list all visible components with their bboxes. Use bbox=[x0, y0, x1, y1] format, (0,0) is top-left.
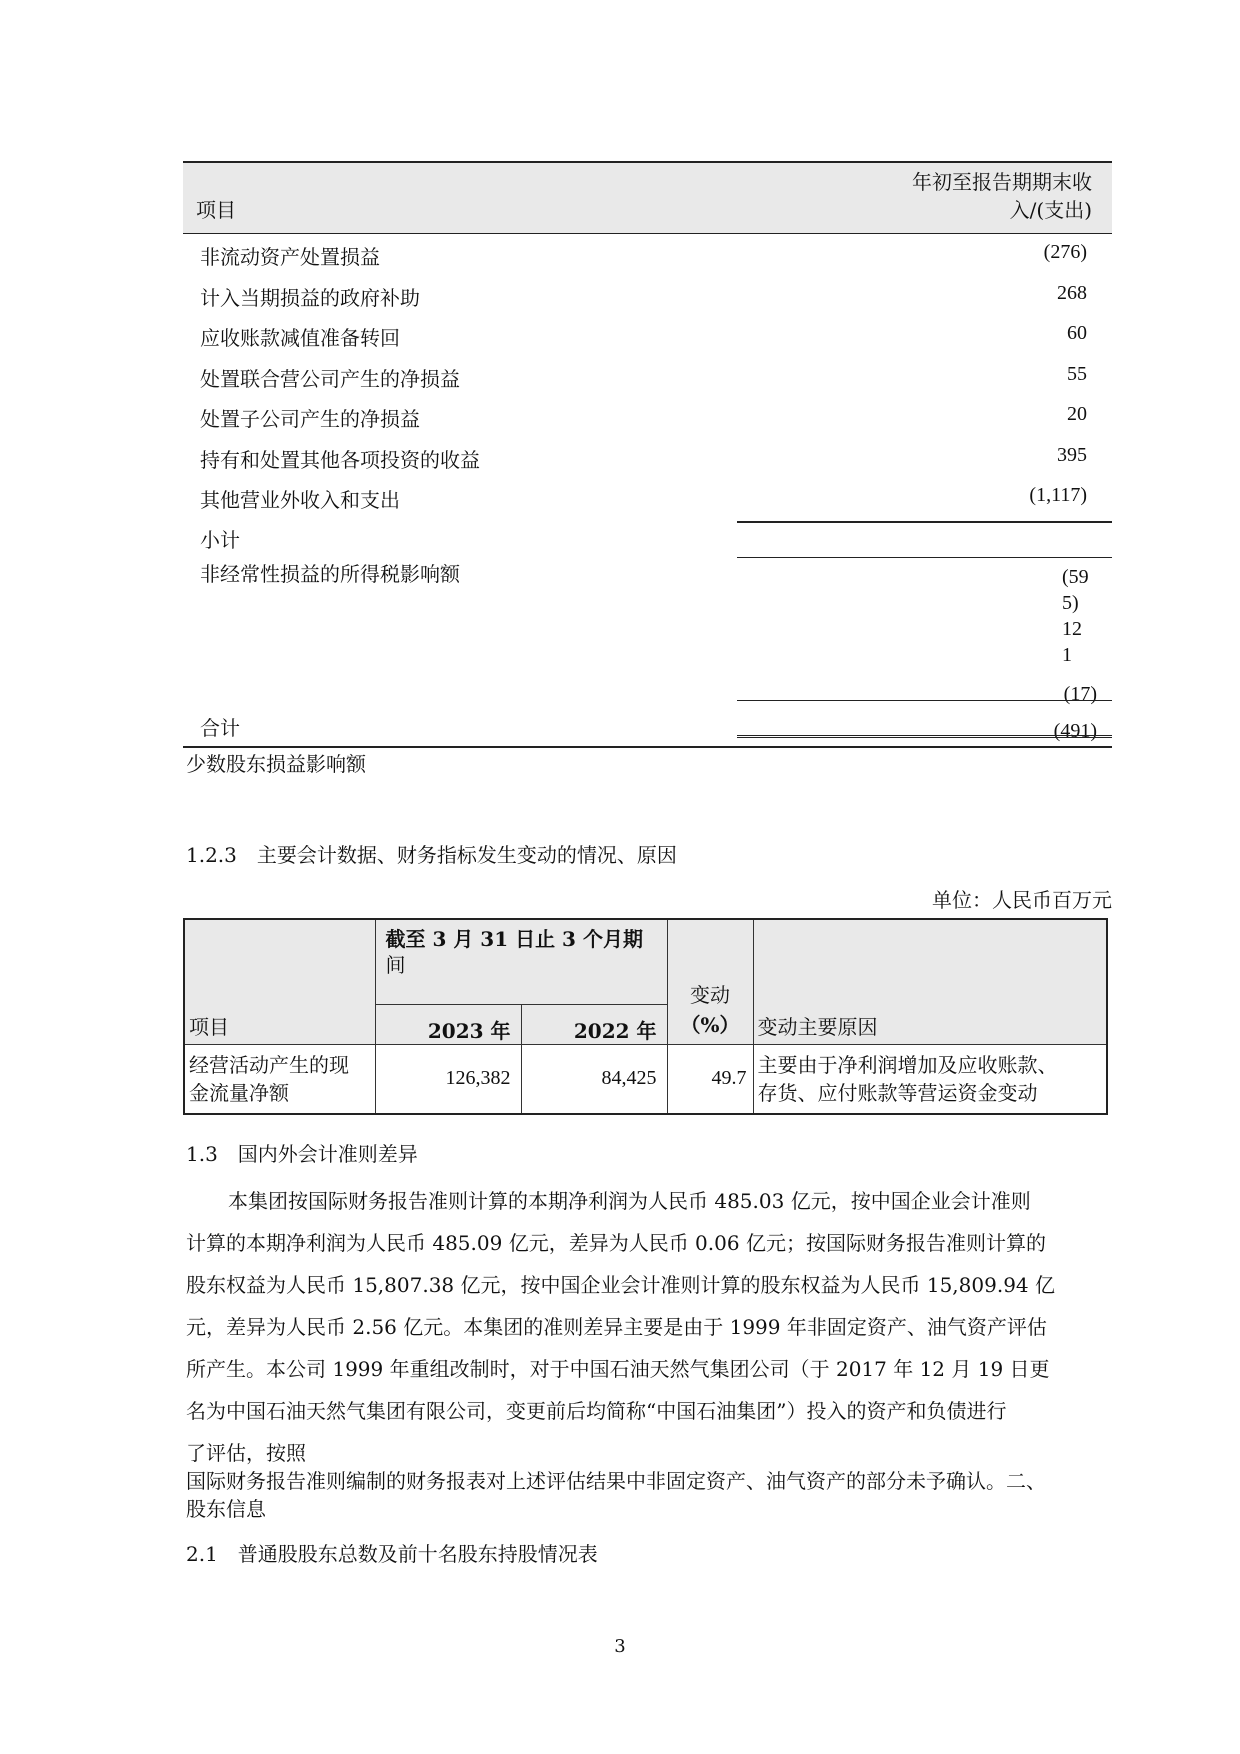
table2-header-2023: 2023 年 bbox=[375, 1004, 521, 1044]
minority-label: 少数股东损益影响额 bbox=[186, 752, 366, 776]
table1-row-label: 其他营业外收入和支出 bbox=[200, 488, 400, 512]
table2-period-line2: 间 bbox=[385, 953, 406, 977]
table1-row-value: 395 bbox=[1057, 444, 1087, 466]
table2-row-change: 49.7 bbox=[667, 1044, 753, 1114]
subtotal-rule bbox=[737, 521, 1112, 523]
table2-row-2023: 126,382 bbox=[375, 1044, 521, 1114]
paragraph-line: 股东权益为人民币 15,807.38 亿元，按中国企业会计准则计算的股东权益为人民币 15,809.94 亿 bbox=[186, 1273, 1056, 1297]
table1-header-rule bbox=[183, 233, 1112, 234]
table2-header-change bbox=[667, 919, 753, 1044]
wrapped-value-line: (59 bbox=[1062, 566, 1089, 588]
wrapped-value-line: 12 bbox=[1062, 618, 1082, 640]
unit-label: 单位：人民币百万元 bbox=[932, 888, 1112, 912]
paragraph-line: 元，差异为人民币 2.56 亿元。本集团的准则差异主要是由于 1999 年非固定资产、油气资产评估 bbox=[186, 1315, 1047, 1339]
paragraph-line: 本集团按国际财务报告准则计算的本期净利润为人民币 485.03 亿元，按中国企业会计准则 bbox=[228, 1189, 1031, 1213]
table1-header-value-line2: 入/(支出) bbox=[1009, 198, 1092, 222]
table2-period-line1: 截至 3 月 31 日止 3 个月期 bbox=[385, 927, 643, 951]
tail-line: 国际财务报告准则编制的财务报表对上述评估结果中非固定资产、油气资产的部分未予确认。二、 bbox=[186, 1469, 1046, 1493]
section-1-3-tail bbox=[186, 1467, 1046, 1523]
table1-header-item: 项目 bbox=[196, 198, 236, 222]
tail-line: 股东信息 bbox=[186, 1497, 266, 1521]
table2-change-line2: （%） bbox=[680, 1012, 740, 1037]
table2-header-reason: 变动主要原因 bbox=[753, 919, 1107, 1044]
section-2-1-heading: 2.1 普通股股东总数及前十名股东持股情况表 bbox=[186, 1542, 598, 1566]
table1-row-value: 20 bbox=[1067, 403, 1087, 425]
table2-header-item: 项目 bbox=[184, 919, 375, 1044]
table1-row-label: 非流动资产处置损益 bbox=[200, 245, 380, 269]
paragraph-line: 所产生。本公司 1999 年重组改制时，对于中国石油天然气集团公司（于 2017 年 12 月 19 日更 bbox=[186, 1357, 1050, 1381]
subtotal-label: 小计 bbox=[200, 528, 240, 552]
table1-row-value: (276) bbox=[1043, 241, 1087, 263]
total-label: 合计 bbox=[200, 716, 240, 740]
tax-label: 非经常性损益的所得税影响额 bbox=[200, 562, 460, 586]
total-double-rule bbox=[737, 735, 1112, 738]
wrapped-value-line: 1 bbox=[1062, 644, 1072, 666]
table1-row-value: 268 bbox=[1057, 282, 1087, 304]
table1-row-label: 计入当期损益的政府补助 bbox=[200, 286, 420, 310]
page-number: 3 bbox=[614, 1636, 626, 1657]
table1-header-value-line1: 年初至报告期期末收 bbox=[912, 170, 1092, 194]
total-value: (491) bbox=[1053, 720, 1097, 742]
wrapped-value-line: 5) bbox=[1062, 592, 1079, 614]
paragraph-line: 名为中国石油天然气集团有限公司，变更前后均简称“中国石油集团”）投入的资产和负债进行 bbox=[186, 1399, 1007, 1423]
table1-row-label: 持有和处置其他各项投资的收益 bbox=[200, 448, 480, 472]
paragraph-line: 计算的本期净利润为人民币 485.09 亿元，差异为人民币 0.06 亿元；按国际财务报告准则计算的 bbox=[186, 1231, 1046, 1255]
table1-row-label: 应收账款减值准备转回 bbox=[200, 326, 400, 350]
table2-change-line1: 变动 bbox=[690, 982, 730, 1007]
table1-top-rule bbox=[183, 161, 1112, 163]
table2-row-2022: 84,425 bbox=[521, 1044, 667, 1114]
table1-row-value: 55 bbox=[1067, 363, 1087, 385]
table1-row-value: 60 bbox=[1067, 322, 1087, 344]
table1-row-value: (1,117) bbox=[1029, 484, 1087, 506]
section-1-3-paragraph bbox=[186, 1180, 1111, 1474]
table2-row-item: 经营活动产生的现 金流量净额 bbox=[184, 1044, 375, 1114]
change-reason-table bbox=[183, 918, 1108, 1115]
section-1-2-3-heading: 1.2.3 主要会计数据、财务指标发生变动的情况、原因 bbox=[186, 843, 677, 867]
table1-row-label: 处置子公司产生的净损益 bbox=[200, 407, 420, 431]
table2-header-2022: 2022 年 bbox=[521, 1004, 667, 1044]
minority-rule bbox=[737, 700, 1112, 701]
section-1-3-heading: 1.3 国内外会计准则差异 bbox=[186, 1142, 418, 1166]
table2-row-reason: 主要由于净利润增加及应收账款、 存货、应付账款等营运资金变动 bbox=[753, 1044, 1107, 1114]
table1-row-label: 处置联合营公司产生的净损益 bbox=[200, 367, 460, 391]
table2-header-period bbox=[375, 919, 667, 1004]
paragraph-line: 了评估，按照 bbox=[186, 1441, 306, 1465]
subtotal-bottom-rule bbox=[737, 557, 1112, 558]
table1-bottom-rule bbox=[183, 746, 1112, 748]
minority-value: (17) bbox=[1063, 683, 1097, 705]
